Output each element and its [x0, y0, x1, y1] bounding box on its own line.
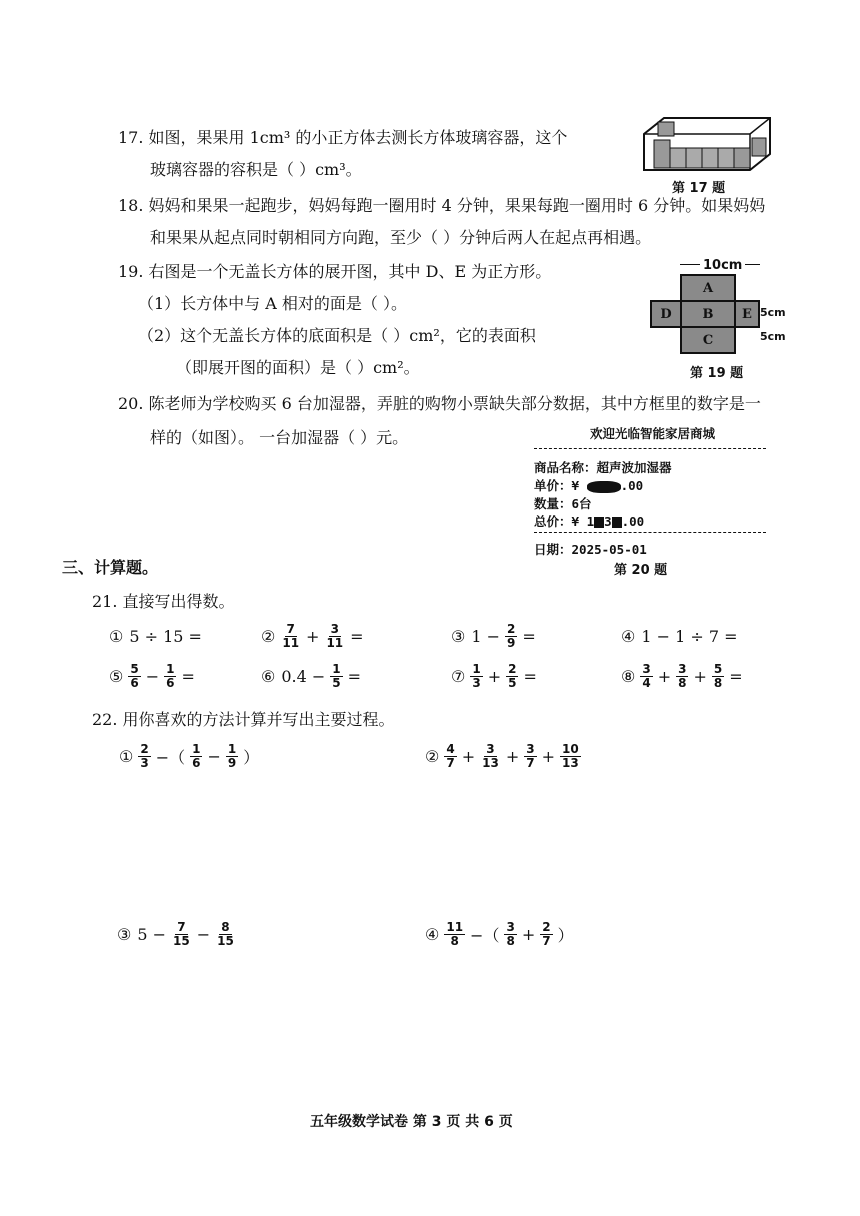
item-mark: ① — [119, 746, 134, 766]
receipt-date-label: 日期： — [534, 542, 572, 557]
item-mark: ④ — [621, 626, 636, 646]
q22-title: 22. 用你喜欢的方法计算并写出主要过程。 — [92, 710, 395, 729]
q21-item-1 — [106, 618, 205, 654]
item-mark: ④ — [425, 924, 440, 944]
q21-item-8 — [618, 658, 746, 694]
receipt-divider — [534, 448, 766, 449]
receipt-qty-value: 6台 — [571, 496, 592, 511]
bottom-right-dimension-label: 5cm — [760, 330, 786, 343]
receipt-name-value: 超声波加湿器 — [596, 460, 672, 475]
q20-caption: 第 20 题 — [614, 563, 668, 578]
fraction: $\frac{5}{8}$ — [713, 661, 723, 690]
fraction: $\frac{1}{5}$ — [332, 661, 341, 690]
q21-item-6 — [258, 658, 364, 694]
face-a: A — [680, 274, 736, 302]
page-footer: 五年级数学试卷 第 3 页 共 6 页 — [310, 1114, 513, 1130]
item-mark: ① — [109, 626, 124, 646]
q20-line2: 样的（如图）。 一台加湿器（ ）元。 — [150, 428, 409, 447]
fraction: $\frac{1}{6}$ — [166, 661, 175, 690]
equals: = — [181, 666, 195, 686]
receipt-price-label: 单价： — [534, 478, 572, 493]
fraction: $\frac{3}{11}$ — [326, 621, 344, 650]
item-mark: ⑥ — [261, 666, 276, 686]
q22-item-2: ② $\frac{4}{7}$ + $\frac{3}{13}$ + $\frac{3}{7}$ + $\frac{10}{13}$ — [425, 741, 579, 770]
q20-receipt — [534, 420, 774, 570]
q21-item-3 — [448, 618, 539, 654]
fraction: $\frac{1}{3}$ — [472, 661, 481, 690]
receipt-price-suffix: .00 — [620, 478, 644, 493]
operator: + — [693, 666, 707, 686]
receipt-missing-box — [612, 517, 622, 528]
item-mark: ⑧ — [621, 666, 636, 686]
q17-line2: 玻璃容器的容积是（ ）cm³。 — [150, 160, 362, 179]
item-lead: 1 − — [471, 626, 501, 646]
receipt-stain — [587, 481, 621, 493]
receipt-price-prefix: ¥ — [571, 478, 580, 493]
equals: = — [350, 626, 364, 646]
receipt-total-part1: ¥ 1 — [571, 514, 595, 529]
face-e: E — [734, 300, 760, 328]
operator: + — [657, 666, 672, 686]
item-expression: 1 − 1 ÷ 7 = — [641, 626, 738, 646]
receipt-name-label: 商品名称： — [534, 460, 597, 475]
fraction: $\frac{2}{9}$ — [507, 621, 516, 650]
receipt-header: 欢迎光临智能家居商城 — [590, 426, 716, 441]
q22-item-4: ④ $\frac{11}{8}$ −（ $\frac{3}{8}$ + $\frac{2}{7}$ ） — [425, 919, 574, 948]
fraction: $\frac{3}{4}$ — [642, 661, 651, 690]
equals: = — [522, 626, 536, 646]
item-mark: ② — [261, 626, 276, 646]
q19-part3: （即展开图的面积）是（ ）cm²。 — [176, 358, 420, 377]
q17-caption: 第 17 题 — [672, 181, 726, 196]
q19-caption: 第 19 题 — [690, 366, 744, 381]
face-b: B — [680, 300, 736, 328]
item-mark: ⑦ — [451, 666, 466, 686]
q19-line1: 19. 右图是一个无盖长方体的展开图，其中 D、E 为正方形。 — [118, 262, 552, 281]
right-dimension-label: 5cm — [760, 306, 786, 319]
receipt-divider — [534, 532, 766, 533]
equals: = — [347, 666, 362, 686]
face-d: D — [650, 300, 682, 328]
operator: − — [145, 666, 160, 686]
top-dimension-label: 10cm — [700, 258, 745, 273]
equals: = — [729, 666, 743, 686]
q20-line1: 20. 陈老师为学校购买 6 台加湿器，弄脏的购物小票缺失部分数据，其中方框里的数字是一 — [118, 394, 761, 413]
item-mark: ③ — [451, 626, 466, 646]
item-mark: ② — [425, 746, 440, 766]
q21-item-7 — [448, 658, 540, 694]
fraction: $\frac{5}{6}$ — [130, 661, 139, 690]
q22-item-1: ① $\frac{2}{3}$ −（ $\frac{1}{6}$ − $\frac{1}{9}$ ） — [119, 741, 260, 770]
q17-line1: 17. 如图，果果用 1cm³ 的小正方体去测长方体玻璃容器，这个 — [118, 128, 568, 147]
item-lead: 0.4 − — [281, 666, 326, 686]
item-mark: ③ — [117, 924, 132, 944]
q21-title: 21. 直接写出得数。 — [92, 592, 235, 611]
fraction: $\frac{2}{5}$ — [508, 661, 517, 690]
receipt-qty-label: 数量： — [534, 496, 572, 511]
q21-item-2 — [258, 618, 367, 654]
operator: + — [487, 666, 502, 686]
q21-item-4 — [618, 618, 741, 654]
fraction: $\frac{7}{11}$ — [282, 621, 300, 650]
receipt-total-part2: 3 — [604, 514, 612, 529]
item-expression: 5 ÷ 15 = — [129, 626, 202, 646]
q19-part1: （1）长方体中与 A 相对的面是（ ）。 — [138, 294, 407, 313]
receipt-date-value: 2025-05-01 — [571, 542, 647, 557]
fraction: $\frac{3}{8}$ — [678, 661, 687, 690]
q19-part2: （2）这个无盖长方体的底面积是（ ）cm²，它的表面积 — [138, 326, 536, 345]
q18-line2: 和果果从起点同时朝相同方向跑，至少（ ）分钟后两人在起点再相遇。 — [150, 228, 652, 247]
receipt-missing-box — [594, 517, 604, 528]
receipt-total-label: 总价： — [534, 514, 572, 529]
q22-item-3: ③ 5 − $\frac{7}{15}$ − $\frac{8}{15}$ — [117, 919, 234, 948]
item-mark: ⑤ — [109, 666, 124, 686]
q19-net-figure — [660, 258, 790, 358]
q21-item-5 — [106, 658, 198, 694]
section-title: 三、计算题。 — [62, 558, 159, 577]
face-c: C — [680, 326, 736, 354]
equals: = — [523, 666, 537, 686]
q17-container-figure — [640, 112, 774, 178]
operator: + — [306, 626, 320, 646]
receipt-total-part3: .00 — [621, 514, 645, 529]
q18-line1: 18. 妈妈和果果一起跑步，妈妈每跑一圈用时 4 分钟，果果每跑一圈用时 6 分钟。如果妈妈 — [118, 196, 766, 215]
